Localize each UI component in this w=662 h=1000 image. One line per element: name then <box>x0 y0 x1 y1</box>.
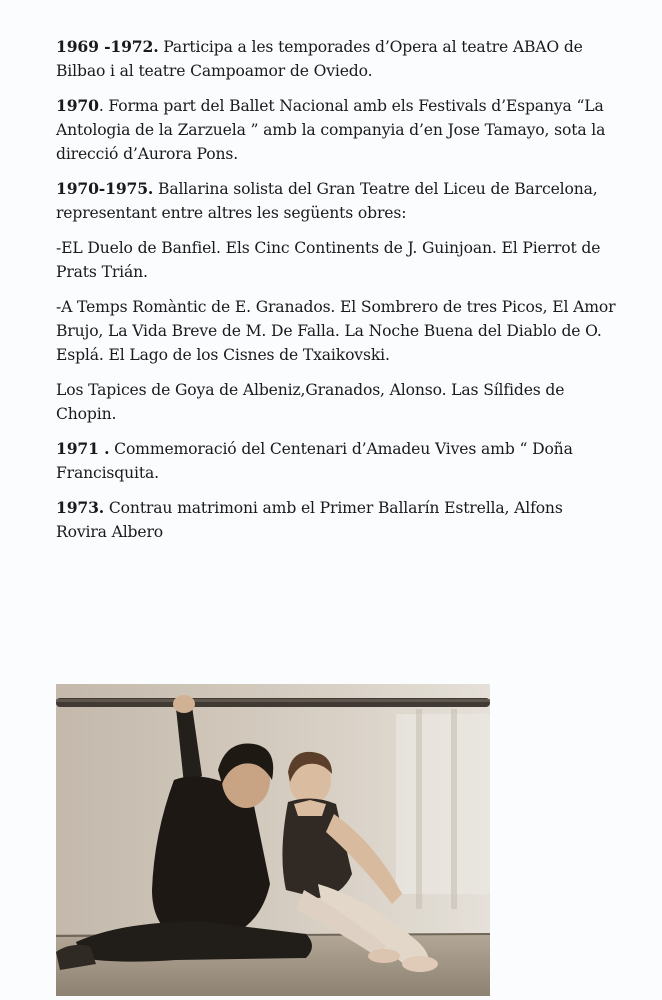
year-label: 1969 -1972. <box>56 37 159 56</box>
paragraph-text: -A Temps Romàntic de E. Granados. El Sombrero de tres Picos, El Amor Brujo, La Vida Breve de M. De Falla. La Noche Buena del Diablo de O. Esplá. El Lago de los Cisnes de Txaikovski. <box>56 298 616 364</box>
year-label: 1970-1975. <box>56 179 154 198</box>
paragraph-text: Ballarina solista del Gran Teatre del Liceu de Barcelona, representant entre altres les següents obres: <box>56 180 598 222</box>
paragraph-text: Los Tapices de Goya de Albeniz,Granados, Alonso. Las Sílfides de Chopin. <box>56 381 565 423</box>
biography-text <box>56 35 616 555</box>
paragraph-1971 <box>56 437 616 485</box>
paragraph-1973 <box>56 496 616 544</box>
paragraph-text: Contrau matrimoni amb el Primer Ballarín Estrella, Alfons Rovira Albero <box>56 499 563 541</box>
paragraph-text: Participa a les temporades d’Opera al teatre ABAO de Bilbao i al teatre Campoamor de Oviedo. <box>56 38 583 80</box>
dancers-photo-illustration <box>56 684 490 996</box>
paragraph-works-list-1 <box>56 236 616 284</box>
dancers-photo <box>56 684 490 996</box>
year-label: 1970 <box>56 96 99 115</box>
paragraph-1970-1975 <box>56 177 616 225</box>
paragraph-text: Commemoració del Centenari d’Amadeu Vives amb “ Doña Francisquita. <box>56 440 573 482</box>
year-label: 1973. <box>56 498 105 517</box>
paragraph-1970 <box>56 94 616 166</box>
paragraph-works-list-2 <box>56 295 616 367</box>
paragraph-1969-1972 <box>56 35 616 83</box>
paragraph-text: . Forma part del Ballet Nacional amb els Festivals d’Espanya “La Antologia de la Zarzuela ” amb la companyia d’en Jose Tamayo, sota la direcció d’Aurora Pons. <box>56 97 606 163</box>
paragraph-text: -EL Duelo de Banfiel. Els Cinc Continents de J. Guinjoan. El Pierrot de Prats Trián. <box>56 239 601 281</box>
year-label: 1971 . <box>56 439 110 458</box>
paragraph-works-list-3 <box>56 378 616 426</box>
